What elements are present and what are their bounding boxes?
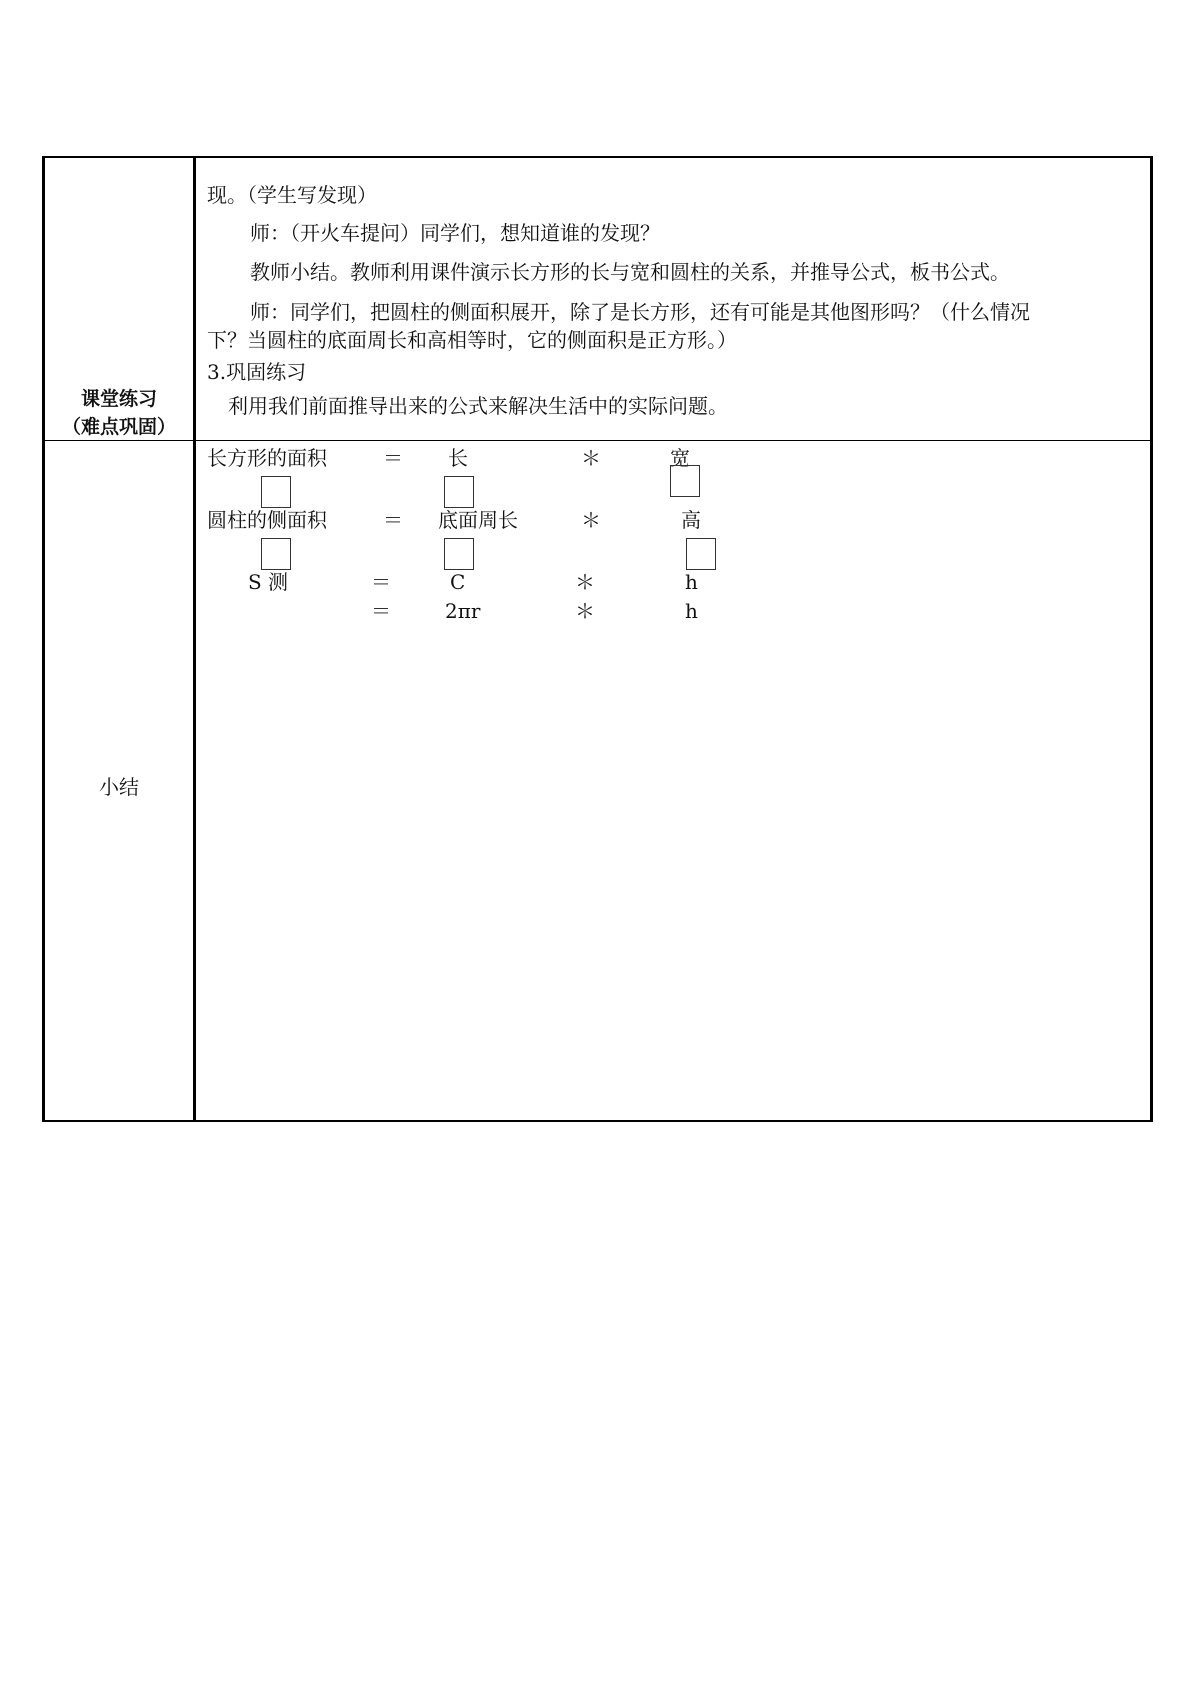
answer-box[interactable] bbox=[444, 538, 474, 570]
formula-r3-lhs: S 测 bbox=[248, 570, 289, 594]
row1-label-sub: （难点巩固） bbox=[61, 416, 176, 438]
formula-r4-eq: ＝ bbox=[371, 599, 391, 623]
text-line-4: 师：同学们，把圆柱的侧面积展开，除了是长方形，还有可能是其他图形吗？（什么情况 bbox=[250, 300, 1030, 324]
formula-r2-times: ＊ bbox=[581, 508, 601, 532]
answer-box[interactable] bbox=[261, 476, 291, 508]
text-line-5: 下？当圆柱的底面周长和高相等时，它的侧面积是正方形。） bbox=[207, 328, 737, 352]
formula-r1-lhs: 长方形的面积 bbox=[207, 446, 327, 470]
formula-r3-times: ＊ bbox=[575, 570, 595, 594]
lesson-table bbox=[42, 156, 1153, 1122]
formula-r1-eq: ＝ bbox=[383, 446, 403, 470]
formula-r4-times: ＊ bbox=[575, 599, 595, 623]
formula-r1-b: 宽 bbox=[670, 446, 690, 470]
formula-r2-b: 高 bbox=[681, 508, 701, 532]
formula-r2-eq: ＝ bbox=[383, 508, 403, 532]
formula-r1-a: 长 bbox=[448, 446, 468, 470]
row-divider bbox=[45, 440, 1150, 441]
answer-box[interactable] bbox=[686, 538, 716, 570]
formula-r3-b: h bbox=[685, 570, 698, 594]
formula-r4-b: h bbox=[685, 599, 698, 623]
text-line-1: 现。（学生写发现） bbox=[207, 183, 377, 207]
formula-r2-a: 底面周长 bbox=[438, 508, 518, 532]
text-line-2: 师：（开火车提问）同学们，想知道谁的发现？ bbox=[250, 221, 660, 245]
row1-label-main: 课堂练习 bbox=[80, 388, 157, 410]
formula-r3-a: C bbox=[450, 570, 466, 594]
row2-label: 小结 bbox=[99, 775, 139, 799]
formula-r1-times: ＊ bbox=[581, 446, 601, 470]
text-line-6: 3.巩固练习 bbox=[207, 360, 307, 384]
text-line-7: 利用我们前面推导出来的公式来解决生活中的实际问题。 bbox=[228, 394, 728, 418]
answer-box[interactable] bbox=[444, 476, 474, 508]
text-line-3: 教师小结。教师利用课件演示长方形的长与宽和圆柱的关系，并推导公式，板书公式。 bbox=[250, 260, 1010, 284]
answer-box[interactable] bbox=[670, 465, 700, 497]
formula-r4-a: 2πr bbox=[445, 599, 481, 623]
formula-r3-eq: ＝ bbox=[371, 570, 391, 594]
column-divider bbox=[193, 158, 196, 1120]
answer-box[interactable] bbox=[261, 538, 291, 570]
formula-r2-lhs: 圆柱的侧面积 bbox=[207, 508, 327, 532]
